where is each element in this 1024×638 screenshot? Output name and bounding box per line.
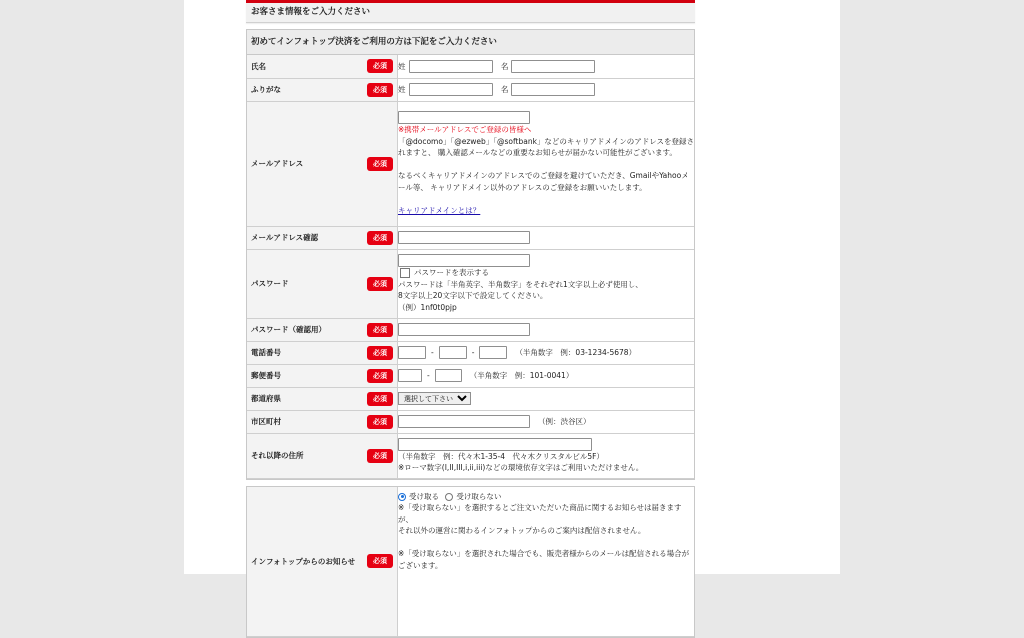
first-kana-input[interactable] [511, 83, 595, 96]
decline-radio[interactable] [445, 493, 453, 501]
label-cell [247, 226, 398, 249]
address-hint: （半角数字 例：代々木1-35-4 代々木クリスタルビル5F） [398, 452, 604, 461]
value-cell [398, 410, 695, 433]
row-newsletter [247, 487, 694, 637]
prefecture-select[interactable] [398, 392, 471, 405]
value-cell [398, 55, 695, 78]
label-cell [247, 101, 398, 226]
required-badge: 必須 [367, 392, 393, 406]
field-label: メールアドレス [251, 159, 303, 168]
row-address [247, 433, 694, 478]
required-badge: 必須 [367, 83, 393, 97]
row-email-confirm [247, 226, 694, 249]
password-rule-1: パスワードは「半角英字、半角数字」をそれぞれ1文字以上必ず使用し、 [398, 280, 643, 289]
field-label: インフォトップからのお知らせ [251, 557, 355, 566]
value-cell [398, 433, 695, 478]
field-label: ふりがな [251, 85, 281, 94]
required-badge: 必須 [367, 369, 393, 383]
label-cell [247, 78, 398, 101]
carrier-domain-link[interactable]: キャリアドメインとは？ [398, 206, 480, 215]
newsletter-table [247, 487, 694, 638]
first-name-input[interactable] [511, 60, 595, 73]
carrier-warning: ※携帯メールアドレスでご登録の皆様へ [398, 125, 531, 134]
password-input[interactable] [398, 254, 530, 267]
password-rule-2: 8文字以上20文字以下で設定してください。 [398, 291, 547, 300]
newsletter-box [246, 486, 695, 638]
carrier-notice-1: 「@docomo」「@ezweb」「@softbank」などのキャリアドメインのアドレスを登録されますと、 購入確認メールなどの重要なお知らせが届かない可能性がございます。 [398, 137, 694, 158]
section-heading: お客さま情報をご入力ください [246, 3, 695, 23]
required-badge: 必須 [367, 231, 393, 245]
required-badge: 必須 [367, 554, 393, 568]
dash: - [427, 370, 430, 382]
carrier-notice-2: なるべくキャリアドメインのアドレスでのご登録を避けていただき、GmailやYahooメール等、 キャリアドメイン以外のアドレスのご登録をお願いいたします。 [398, 171, 689, 192]
row-email [247, 101, 694, 226]
row-password [247, 249, 694, 318]
row-phone [247, 341, 694, 364]
label-cell [247, 410, 398, 433]
password-confirm-input[interactable] [398, 323, 530, 336]
accept-radio[interactable] [398, 493, 406, 501]
value-cell [398, 101, 695, 226]
value-cell [398, 78, 695, 101]
label-cell [247, 341, 398, 364]
field-label: パスワード [251, 279, 289, 288]
row-city [247, 410, 694, 433]
last-name-input[interactable] [409, 60, 493, 73]
postal-hint: （半角数字 例：101-0041） [470, 371, 574, 380]
phone-hint: （半角数字 例：03-1234-5678） [515, 348, 636, 357]
notice-text-3: ※「受け取らない」を選択された場合でも、販売者様からのメールは配信される場合がございます。 [398, 549, 689, 570]
customer-info-container [246, 0, 695, 638]
email-confirm-input[interactable] [398, 231, 530, 244]
postal-first-input[interactable] [398, 369, 422, 382]
field-label: それ以降の住所 [251, 451, 304, 460]
required-badge: 必須 [367, 449, 393, 463]
password-example: （例）1nf0t0pjp [398, 303, 457, 312]
email-input[interactable] [398, 111, 530, 124]
decline-label: 受け取らない [456, 492, 501, 501]
label-cell [247, 487, 398, 637]
value-cell [398, 318, 695, 341]
dash: - [431, 347, 434, 359]
city-hint: （例：渋谷区） [538, 417, 591, 426]
value-cell [398, 387, 695, 410]
row-password-confirm [247, 318, 694, 341]
first-name-label: 名 [501, 61, 509, 73]
label-cell [247, 55, 398, 78]
row-name [247, 55, 694, 78]
field-label: 都道府県 [251, 394, 281, 403]
show-password-label: パスワードを表示する [414, 268, 489, 277]
label-cell [247, 433, 398, 478]
first-kana-label: 名 [501, 84, 509, 96]
required-badge: 必須 [367, 415, 393, 429]
last-name-label: 姓 [398, 61, 406, 73]
label-cell [247, 249, 398, 318]
value-cell [398, 487, 695, 637]
value-cell [398, 364, 695, 387]
accept-label: 受け取る [409, 492, 439, 501]
field-label: メールアドレス確認 [251, 233, 318, 242]
address-input[interactable] [398, 438, 592, 451]
city-input[interactable] [398, 415, 530, 428]
label-cell [247, 318, 398, 341]
field-label: 市区町村 [251, 417, 281, 426]
customer-form [246, 29, 695, 480]
required-badge: 必須 [367, 157, 393, 171]
row-postal [247, 364, 694, 387]
required-badge: 必須 [367, 277, 393, 291]
label-cell [247, 387, 398, 410]
required-badge: 必須 [367, 323, 393, 337]
address-note: ※ローマ数字(I,II,III,i,ii,iii)などの環境依存文字はご利用いただけません。 [398, 463, 643, 472]
value-cell [398, 249, 695, 318]
form-title: 初めてインフォトップ決済をご利用の方は下記をご入力ください [247, 30, 694, 55]
last-kana-label: 姓 [398, 84, 406, 96]
label-cell [247, 364, 398, 387]
value-cell [398, 341, 695, 364]
field-label: パスワード（確認用） [251, 325, 326, 334]
field-label: 電話番号 [251, 348, 281, 357]
row-furigana [247, 78, 694, 101]
phone-area-input[interactable] [398, 346, 426, 359]
field-label: 郵便番号 [251, 371, 281, 380]
phone-last-input[interactable] [479, 346, 507, 359]
required-badge: 必須 [367, 346, 393, 360]
form-table [247, 55, 694, 479]
show-password-checkbox[interactable] [400, 268, 410, 278]
last-kana-input[interactable] [409, 83, 493, 96]
notice-text-2: それ以外の運営に関わるインフォトップからのご案内は配信されません。 [398, 526, 645, 535]
value-cell [398, 226, 695, 249]
notice-text-1: ※「受け取らない」を選択するとご注文いただいた商品に関するお知らせは届きますが、 [398, 503, 682, 524]
required-badge: 必須 [367, 59, 393, 73]
row-prefecture [247, 387, 694, 410]
field-label: 氏名 [251, 62, 266, 71]
phone-middle-input[interactable] [439, 346, 467, 359]
dash: - [472, 347, 475, 359]
postal-second-input[interactable] [435, 369, 462, 382]
